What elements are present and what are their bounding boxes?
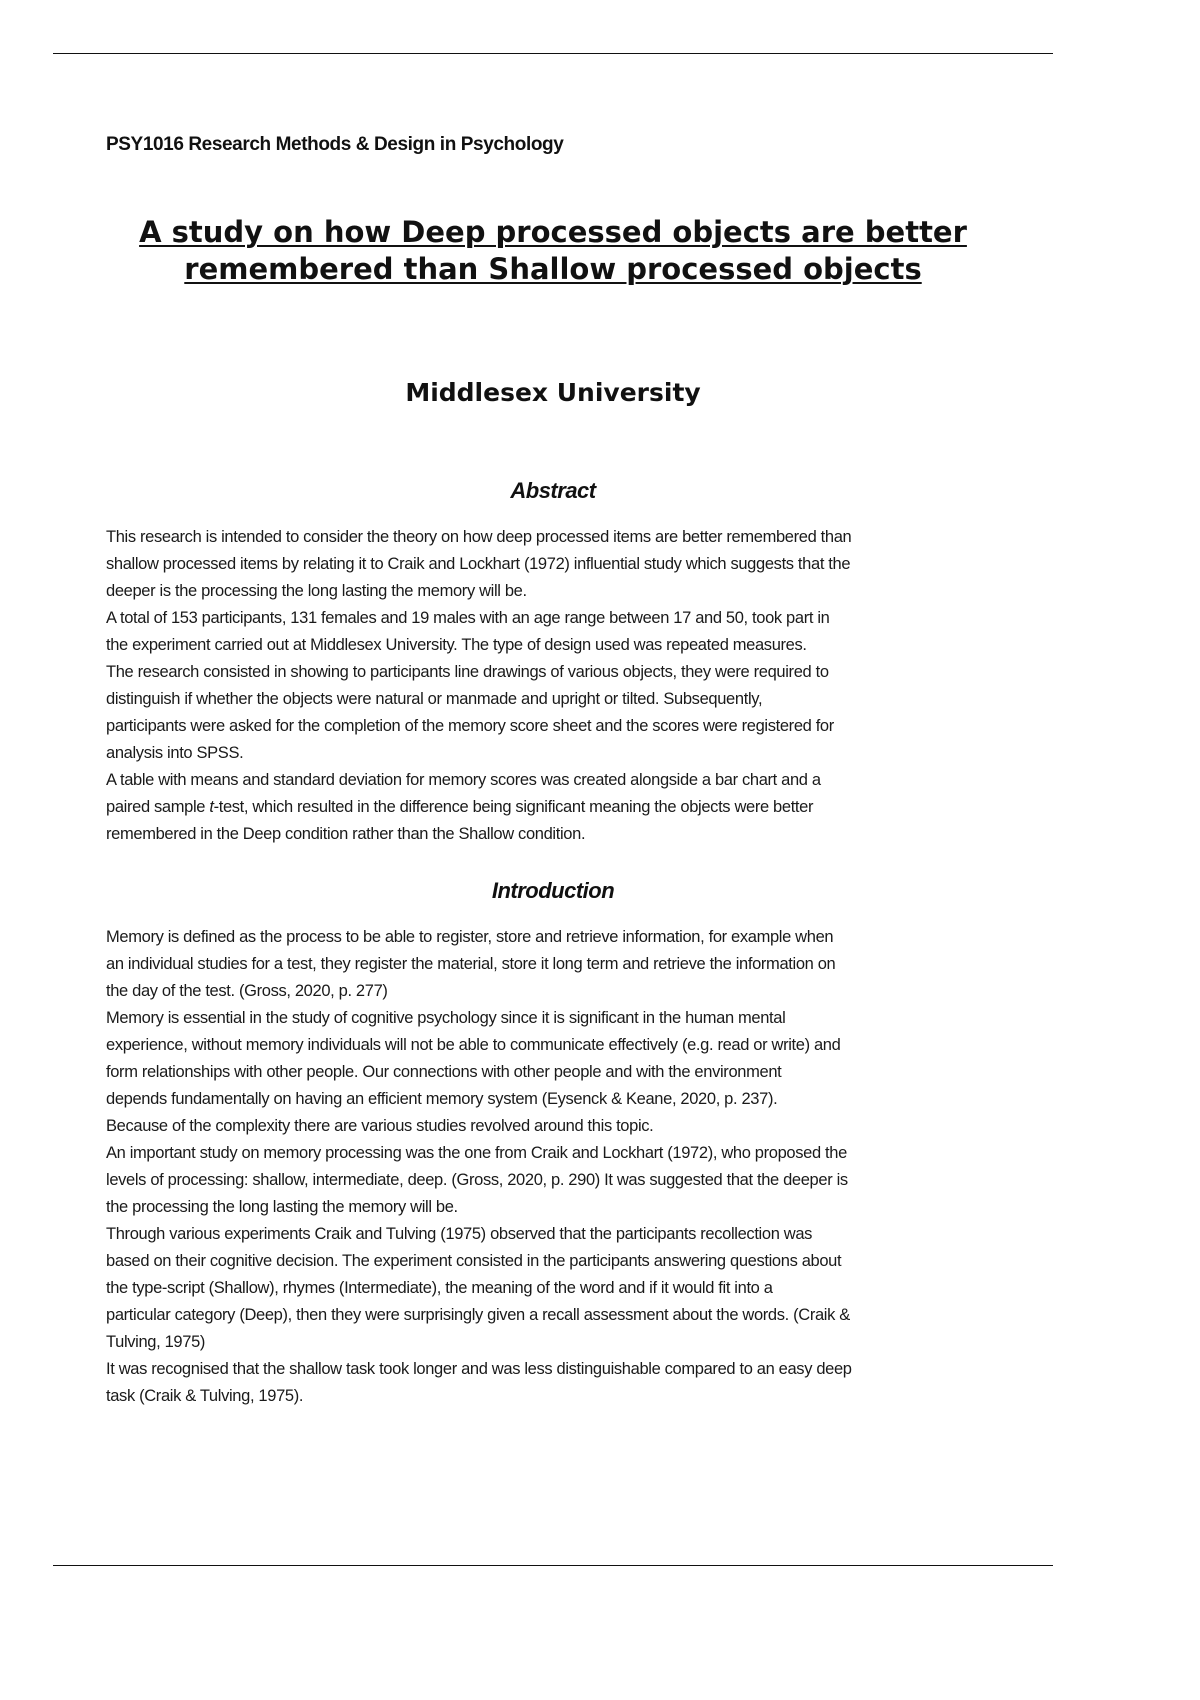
text-line: It was recognised that the shallow task took longer and was less distinguishable compared to an easy deep: [106, 1360, 852, 1378]
course-title: PSY1016 Research Methods & Design in Psychology: [106, 134, 564, 155]
abstract-body: [106, 524, 851, 848]
text-line: the day of the test. (Gross, 2020, p. 277): [106, 982, 388, 1000]
text-line: Through various experiments Craik and Tulving (1975) observed that the participants recollection was: [106, 1225, 813, 1243]
text-line: This research is intended to consider the theory on how deep processed items are better remembered than: [106, 528, 852, 546]
text-line: Memory is essential in the study of cognitive psychology since it is significant in the human mental: [106, 1009, 786, 1027]
text-line: experience, without memory individuals will not be able to communicate effectively (e.g. read or write) and: [106, 1036, 841, 1054]
text-segment: paired sample: [106, 798, 210, 816]
institution: Middlesex University: [405, 378, 701, 407]
text-line: based on their cognitive decision. The experiment consisted in the participants answering questions about: [106, 1252, 842, 1270]
introduction-body: [106, 924, 852, 1410]
title-line-2: remembered than Shallow processed objects: [184, 252, 922, 286]
text-line: an individual studies for a test, they register the material, store it long term and retrieve the information on: [106, 955, 836, 973]
text-line: participants were asked for the completion of the memory score sheet and the scores were registered for: [106, 717, 834, 735]
text-line: shallow processed items by relating it to Craik and Lockhart (1972) influential study which suggests that the: [106, 555, 851, 573]
text-line: the processing the long lasting the memory will be.: [106, 1198, 458, 1216]
footer-rule: [53, 1565, 1053, 1566]
text-line: particular category (Deep), then they were surprisingly given a recall assessment about the words. (Craik &: [106, 1306, 850, 1324]
title-line-1: A study on how Deep processed objects are better: [139, 215, 967, 249]
text-line: Memory is defined as the process to be able to register, store and retrieve information, for example when: [106, 928, 834, 946]
text-line: Tulving, 1975): [106, 1333, 206, 1351]
text-line: A total of 153 participants, 131 females and 19 males with an age range between 17 and 50, took part in: [106, 609, 830, 627]
text-line: [106, 794, 851, 821]
introduction-heading: Introduction: [491, 878, 615, 903]
header-rule: [53, 53, 1053, 54]
text-segment: -test, which resulted in the difference being significant meaning the objects were better: [213, 798, 814, 816]
text-line: form relationships with other people. Our connections with other people and with the environment: [106, 1063, 782, 1081]
text-line: The research consisted in showing to participants line drawings of various objects, they were required to: [106, 663, 829, 681]
abstract-heading: Abstract: [510, 478, 596, 503]
text-line: A table with means and standard deviation for memory scores was created alongside a bar chart and a: [106, 771, 821, 789]
text-line: levels of processing: shallow, intermediate, deep. (Gross, 2020, p. 290) It was suggested that the deeper is: [106, 1171, 848, 1189]
text-line: Because of the complexity there are various studies revolved around this topic.: [106, 1117, 654, 1135]
italic-t: t: [209, 798, 214, 816]
document-title: [0, 214, 1106, 288]
text-line: distinguish if whether the objects were natural or manmade and upright or tilted. Subsequently,: [106, 690, 763, 708]
text-line: task (Craik & Tulving, 1975).: [106, 1387, 304, 1405]
text-line: the experiment carried out at Middlesex University. The type of design used was repeated measures.: [106, 636, 807, 654]
text-line: An important study on memory processing was the one from Craik and Lockhart (1972), who proposed the: [106, 1144, 847, 1162]
text-line: analysis into SPSS.: [106, 744, 244, 762]
text-line: deeper is the processing the long lasting the memory will be.: [106, 582, 527, 600]
text-line: remembered in the Deep condition rather than the Shallow condition.: [106, 825, 586, 843]
text-line: the type-script (Shallow), rhymes (Intermediate), the meaning of the word and if it would fit into a: [106, 1279, 773, 1297]
text-line: depends fundamentally on having an efficient memory system (Eysenck & Keane, 2020, p. 237).: [106, 1090, 778, 1108]
